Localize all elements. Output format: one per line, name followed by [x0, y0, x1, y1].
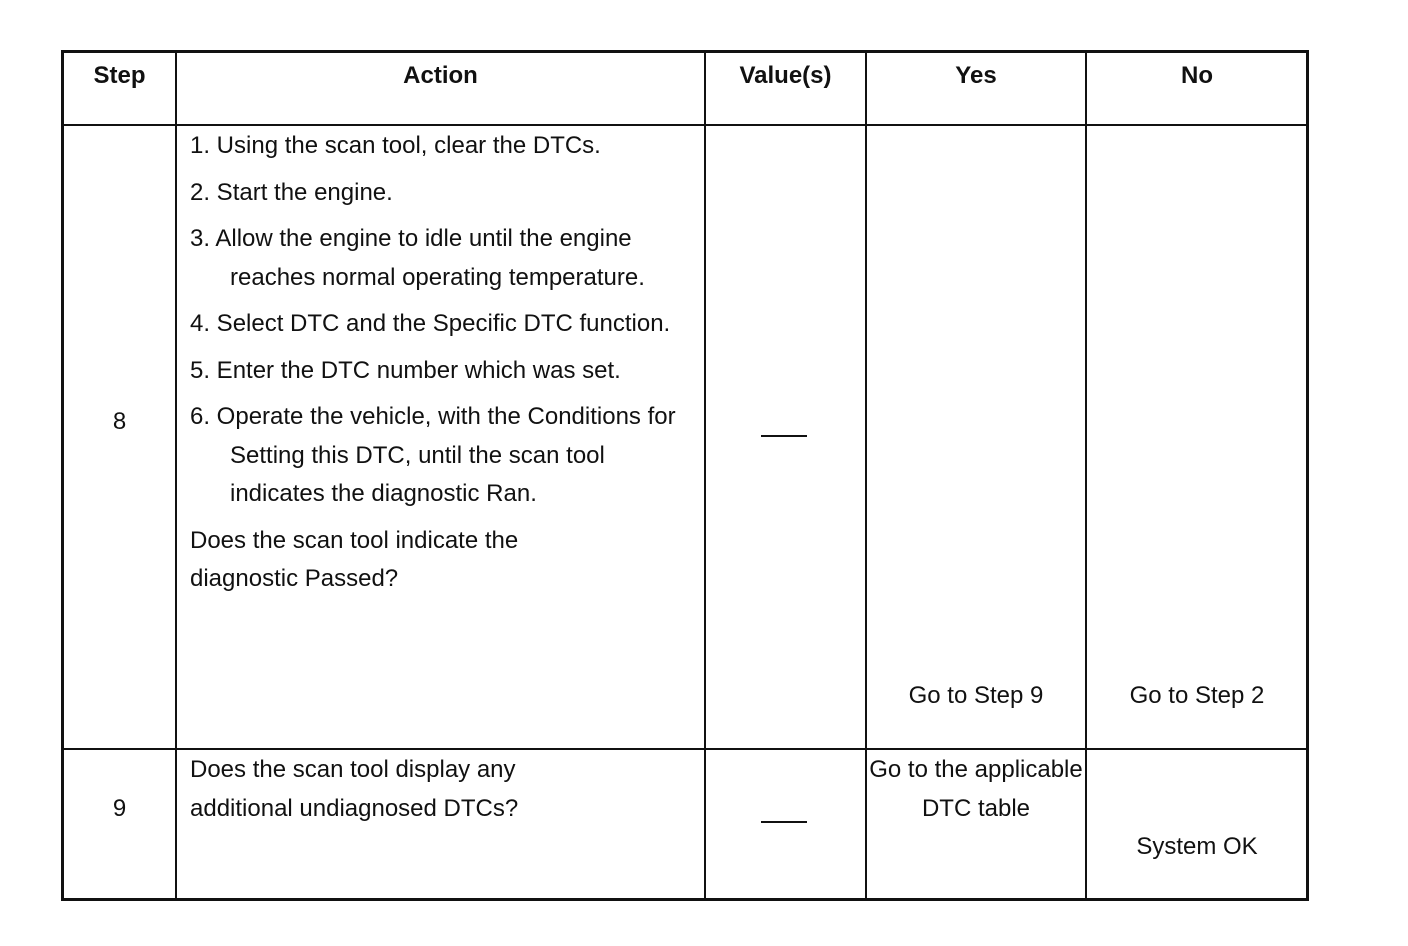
column-divider — [1085, 53, 1087, 898]
no-value-dash — [761, 821, 807, 823]
action-item: 5. Enter the DTC number which was set. — [190, 356, 621, 384]
step-number-9: 9 — [112, 795, 127, 822]
step-number-8: 8 — [112, 408, 127, 435]
action-item: 2. Start the engine. — [190, 178, 393, 206]
column-divider — [704, 53, 706, 898]
no-result-step-8: Go to Step 2 — [1129, 682, 1265, 709]
diagnostic-table — [61, 50, 1309, 901]
question-text: Does the scan tool display any additional undiagnosed DTCs? — [190, 756, 519, 822]
yes-result-step-9: Go to the applicable DTC table — [869, 756, 1083, 822]
action-cell-step-8 — [190, 127, 690, 599]
no-value-dash — [761, 435, 807, 437]
row-divider — [64, 748, 1306, 750]
header-step: Step — [93, 62, 146, 89]
header-no: No — [1181, 62, 1213, 89]
header-action: Action — [403, 62, 478, 89]
row-divider — [64, 124, 1306, 126]
action-list — [190, 127, 690, 514]
yes-result-step-8: Go to Step 9 — [908, 682, 1044, 709]
header-values: Value(s) — [739, 62, 832, 89]
header-yes: Yes — [955, 62, 997, 89]
action-item: 6. Operate the vehicle, with the Conditions for Setting this DTC, until the scan tool indicates the diagnostic Ran. — [190, 403, 676, 507]
question-text: Does the scan tool indicate the diagnostic Passed? — [190, 526, 519, 592]
action-item: 4. Select DTC and the Specific DTC function. — [190, 310, 671, 337]
action-item: 3. Allow the engine to idle until the engine reaches normal operating temperature. — [190, 225, 645, 291]
no-result-step-9: System OK — [1136, 833, 1258, 860]
action-item: 1. Using the scan tool, clear the DTCs. — [190, 132, 601, 159]
column-divider — [175, 53, 177, 898]
